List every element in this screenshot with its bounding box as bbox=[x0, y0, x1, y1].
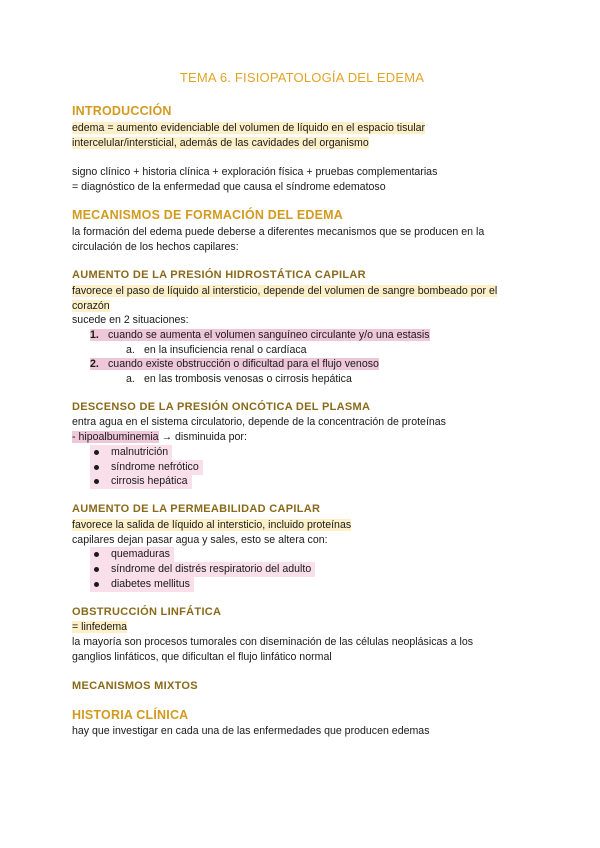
heading-permeabilidad-capilar: AUMENTO DE LA PERMEABILIDAD CAPILAR bbox=[72, 503, 321, 515]
list-item: malnutrición bbox=[90, 445, 172, 460]
heading-obstruccion-linfatica: OBSTRUCCIÓN LINFÁTICA bbox=[72, 606, 222, 618]
presion-line-1: favorece el paso de líquido al intersticio, depende del volumen de sangre bombeado por el bbox=[72, 285, 498, 297]
intro-line-1: edema = aumento evidenciable del volumen de líquido en el espacio tisular bbox=[72, 122, 426, 134]
permeabilidad-line-2: capilares dejan pasar agua y sales, esto se altera con: bbox=[72, 534, 328, 546]
heading-mecanismos-mixtos: MECANISMOS MIXTOS bbox=[72, 680, 198, 692]
oncotica-line-2: - hipoalbuminemia → disminuida por: bbox=[72, 431, 247, 443]
heading-introduccion: INTRODUCCIÓN bbox=[72, 104, 172, 118]
heading-mecanismos: MECANISMOS DE FORMACIÓN DEL EDEMA bbox=[72, 208, 343, 222]
sub-item-2a: a. en las trombosis venosas o cirrosis hepática bbox=[126, 373, 352, 385]
mecanismos-line-1: la formación del edema puede deberse a diferentes mecanismos que se producen en la bbox=[72, 226, 485, 238]
presion-line-2: corazón bbox=[72, 300, 110, 312]
heading-historia-clinica: HISTORIA CLÍNICA bbox=[72, 708, 189, 722]
list-item: diabetes mellitus bbox=[90, 577, 194, 592]
mecanismos-line-2: circulación de los hechos capilares: bbox=[72, 241, 239, 253]
oncotica-line-1: entra agua en el sistema circulatorio, depende de la concentración de proteínas bbox=[72, 416, 446, 428]
permeabilidad-line-1: favorece la salida de líquido al intersticio, incluido proteínas bbox=[72, 519, 352, 531]
heading-presion-hidrostatica: AUMENTO DE LA PRESIÓN HIDROSTÁTICA CAPILAR bbox=[72, 269, 366, 281]
intro-line-4: = diagnóstico de la enfermedad que causa el síndrome edematoso bbox=[72, 181, 386, 193]
intro-line-3: signo clínico + historia clínica + exploración física + pruebas complementarias bbox=[72, 166, 438, 178]
list-item: cirrosis hepática bbox=[90, 474, 192, 489]
presion-line-3: sucede en 2 situaciones: bbox=[72, 314, 189, 326]
linfatica-line-3: ganglios linfáticos, que dificultan el flujo linfático normal bbox=[72, 651, 332, 663]
document-title: TEMA 6. FISIOPATOLOGÍA DEL EDEMA bbox=[179, 70, 425, 85]
list-item: quemaduras bbox=[90, 547, 174, 562]
numbered-item-2: 2. cuando existe obstrucción o dificultad para el flujo venoso bbox=[90, 358, 379, 370]
numbered-item-1: 1. cuando se aumenta el volumen sanguíneo circulante y/o una estasis bbox=[90, 329, 430, 341]
sub-item-1a: a. en la insuficiencia renal o cardíaca bbox=[126, 344, 307, 356]
linfatica-line-2: la mayoría son procesos tumorales con diseminación de las células neoplásicas a los bbox=[72, 636, 474, 648]
intro-line-2: intercelular/intersticial, además de las cavidades del organismo bbox=[72, 137, 369, 149]
heading-presion-oncotica: DESCENSO DE LA PRESIÓN ONCÓTICA DEL PLASMA bbox=[72, 401, 371, 413]
list-item: síndrome del distrés respiratorio del adulto bbox=[90, 562, 315, 577]
linfatica-line-1: = linfedema bbox=[72, 621, 128, 633]
historia-line-1: hay que investigar en cada una de las enfermedades que producen edemas bbox=[72, 725, 430, 737]
list-item: síndrome nefrótico bbox=[90, 460, 203, 475]
